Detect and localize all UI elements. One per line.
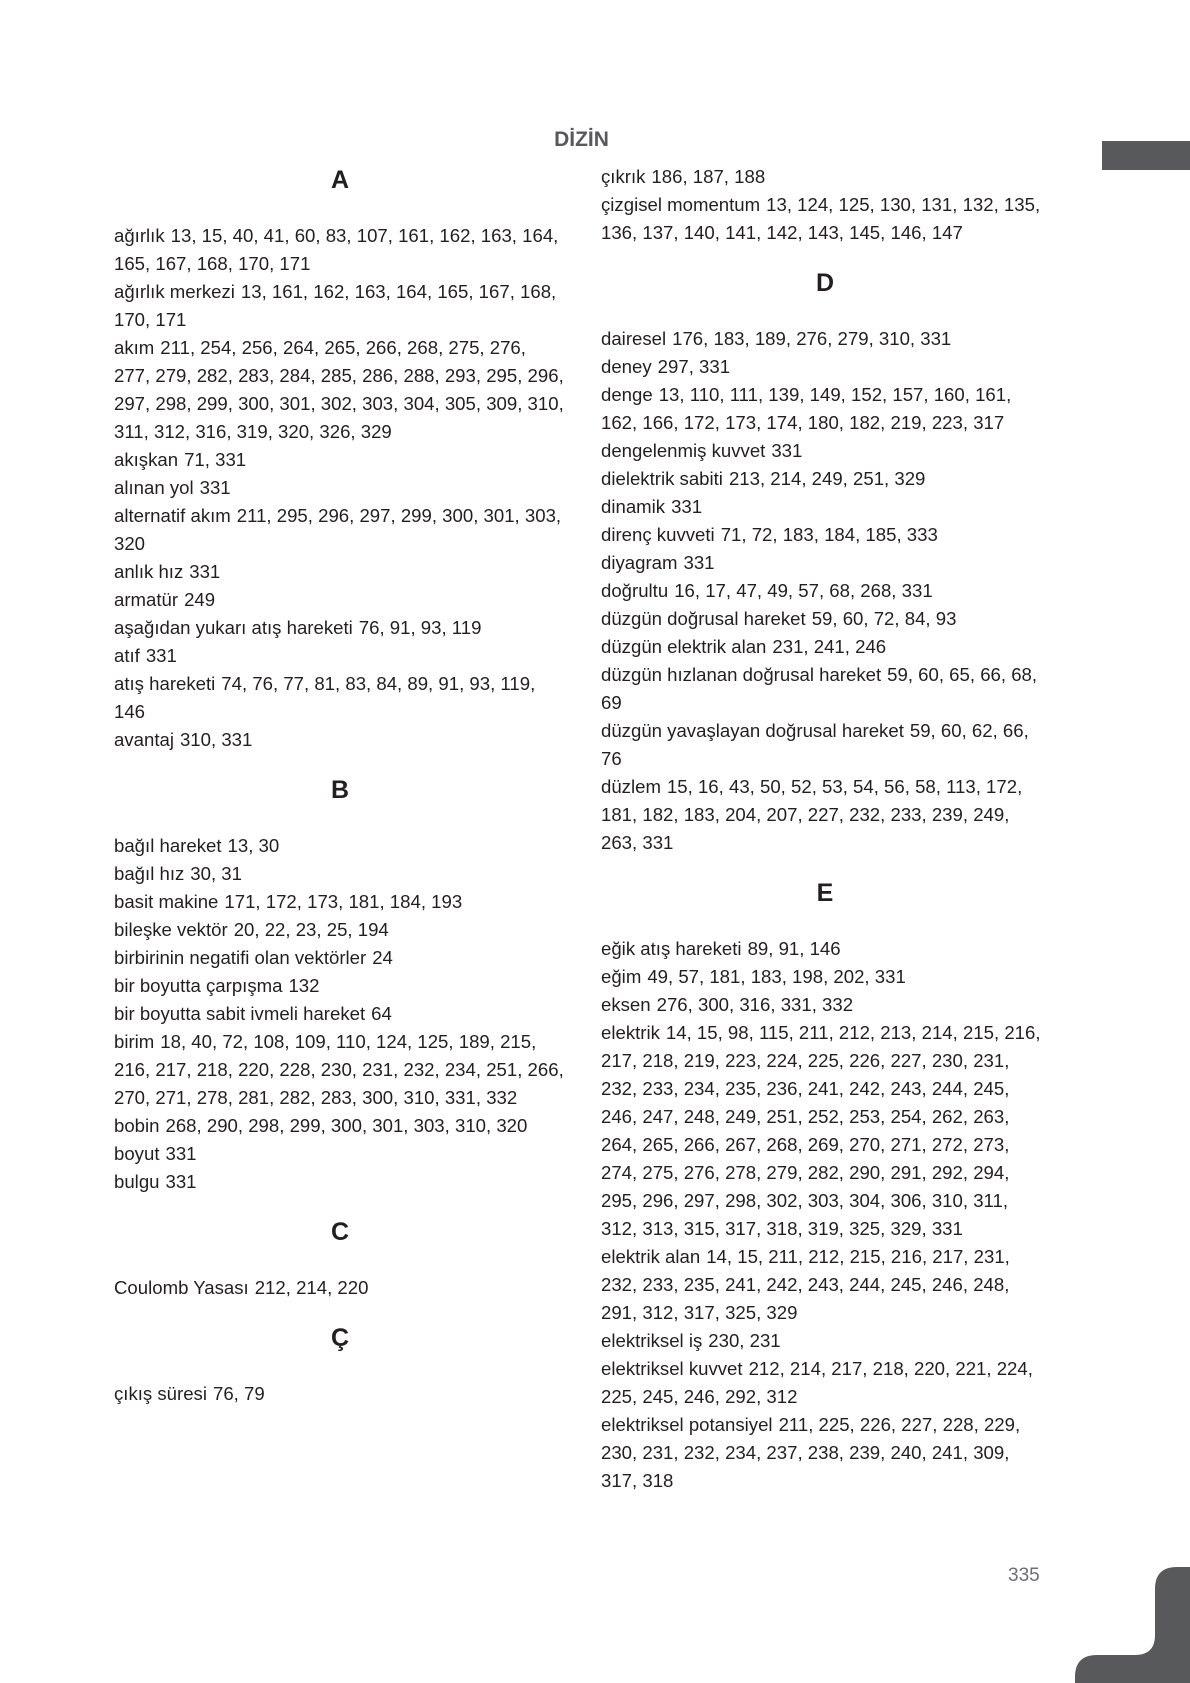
index-entry xyxy=(114,502,566,558)
index-term: bir boyutta sabit ivmeli hareket xyxy=(114,1003,366,1024)
index-entry xyxy=(601,935,1049,963)
index-entry xyxy=(114,1274,566,1302)
index-entry xyxy=(114,972,566,1000)
page-references: 71, 72, 183, 184, 185, 333 xyxy=(720,524,938,545)
page-references: 14, 15, 98, 115, 211, 212, 213, 214, 215, 216, 217, 218, 219, 223, 224, 225, 226, 227, 230, 231, 232, 233, 234, 235, 236, 241, 242, 243, 244, 245, 246, 247, 248, 249, 251, 252, 253, 254, 262, 263, 264, 265, 266, 267, 268, 269, 270, 271, 272, 273, 274, 275, 276, 278, 279, 282, 290, 291, 292, 294, 295, 296, 297, 298, 302, 303, 304, 306, 310, 311, 312, 313, 315, 317, 318, 319, 325, 329, 331 xyxy=(601,1022,1041,1239)
index-entry xyxy=(114,586,566,614)
page-references: 76, 91, 93, 119 xyxy=(358,617,482,638)
page-references: 331 xyxy=(189,561,221,582)
index-entry xyxy=(114,944,566,972)
chapter-tab-marker xyxy=(1102,141,1190,170)
letter-heading: E xyxy=(816,879,834,907)
page-references: 30, 31 xyxy=(190,863,242,884)
index-entry xyxy=(114,1168,566,1196)
page-references: 212, 214, 220 xyxy=(254,1277,369,1298)
index-term: elektriksel potansiyel xyxy=(601,1414,773,1435)
index-term: dielektrik sabiti xyxy=(601,468,723,489)
page-references: 59, 60, 62, 66, 76 xyxy=(601,720,1029,769)
index-column-right xyxy=(601,163,1049,1495)
index-term: elektriksel kuvvet xyxy=(601,1358,743,1379)
letter-heading: A xyxy=(330,166,350,194)
index-term: düzgün yavaşlayan doğrusal hareket xyxy=(601,720,904,741)
page-references: 59, 60, 72, 84, 93 xyxy=(811,608,957,629)
index-entry xyxy=(601,633,1049,661)
index-entry xyxy=(601,605,1049,633)
index-term: ağırlık merkezi xyxy=(114,281,235,302)
index-term: doğrultu xyxy=(601,580,669,601)
index-entry xyxy=(114,832,566,860)
index-term: anlık hız xyxy=(114,561,184,582)
index-term: bağıl hız xyxy=(114,863,185,884)
page-references: 49, 57, 181, 183, 198, 202, 331 xyxy=(647,966,906,987)
index-entry xyxy=(114,1028,566,1112)
index-term: akışkan xyxy=(114,449,179,470)
index-term: düzgün hızlanan doğrusal hareket xyxy=(601,664,882,685)
index-term: armatür xyxy=(114,589,179,610)
index-entry xyxy=(601,381,1049,437)
page-references: 64 xyxy=(371,1003,392,1024)
index-term: eğim xyxy=(601,966,642,987)
index-entry xyxy=(114,614,566,642)
index-entry xyxy=(114,1140,566,1168)
page-references: 331 xyxy=(199,477,231,498)
index-term: eksen xyxy=(601,994,651,1015)
letter-heading: Ç xyxy=(330,1324,350,1352)
letter-heading: B xyxy=(330,776,350,804)
index-term: bağıl hareket xyxy=(114,835,222,856)
page-references: 13, 15, 40, 41, 60, 83, 107, 161, 162, 163, 164, 165, 167, 168, 170, 171 xyxy=(114,225,559,274)
index-term: aşağıdan yukarı atış hareketi xyxy=(114,617,353,638)
page-references: 15, 16, 43, 50, 52, 53, 54, 56, 58, 113, 172, 181, 182, 183, 204, 207, 227, 232, 233, 239, 249, 263, 331 xyxy=(601,776,1023,853)
index-entry xyxy=(601,163,1049,191)
index-entry xyxy=(601,1411,1049,1495)
page-references: 268, 290, 298, 299, 300, 301, 303, 310, 320 xyxy=(165,1115,528,1136)
index-entry xyxy=(114,642,566,670)
page-references: 213, 214, 249, 251, 329 xyxy=(728,468,926,489)
page-references: 230, 231 xyxy=(708,1330,781,1351)
index-entry xyxy=(601,549,1049,577)
page-references: 276, 300, 316, 331, 332 xyxy=(656,994,854,1015)
page-references: 59, 60, 65, 66, 68, 69 xyxy=(601,664,1038,713)
index-entry xyxy=(601,191,1049,247)
index-entry xyxy=(114,474,566,502)
page-references: 331 xyxy=(145,645,177,666)
index-term: çıkış süresi xyxy=(114,1383,207,1404)
index-entry xyxy=(114,1380,566,1408)
index-entry xyxy=(601,661,1049,717)
index-term: basit makine xyxy=(114,891,219,912)
index-term: düzgün doğrusal hareket xyxy=(601,608,806,629)
page-references: 71, 331 xyxy=(184,449,247,470)
index-term: ağırlık xyxy=(114,225,165,246)
index-column-left xyxy=(114,143,566,1408)
index-term: bulgu xyxy=(114,1171,160,1192)
index-term: akım xyxy=(114,337,155,358)
page-references: 13, 124, 125, 130, 131, 132, 135, 136, 137, 140, 141, 142, 143, 145, 146, 147 xyxy=(601,194,1041,243)
page-references: 211, 254, 256, 264, 265, 266, 268, 275, 276, 277, 279, 282, 283, 284, 285, 286, 288, 293, 295, 296, 297, 298, 299, 300, 301, 302, 303, 304, 305, 309, 310, 311, 312, 316, 319, 320, 326, 329 xyxy=(114,337,564,442)
index-term: atış hareketi xyxy=(114,673,216,694)
index-entry xyxy=(601,577,1049,605)
page-references: 13, 110, 111, 139, 149, 152, 157, 160, 161, 162, 166, 172, 173, 174, 180, 182, 219, 223, 317 xyxy=(601,384,1012,433)
index-term: dengelenmiş kuvvet xyxy=(601,440,766,461)
page-references: 331 xyxy=(165,1171,197,1192)
index-entry xyxy=(114,726,566,754)
page-references: 89, 91, 146 xyxy=(747,938,841,959)
index-term: bobin xyxy=(114,1115,160,1136)
page-references: 171, 172, 173, 181, 184, 193 xyxy=(224,891,463,912)
index-entry xyxy=(114,1000,566,1028)
index-term: düzlem xyxy=(601,776,661,797)
page-corner-decoration xyxy=(1075,1567,1190,1683)
page-references: 331 xyxy=(683,552,715,573)
page-references: 331 xyxy=(165,1143,197,1164)
index-entry xyxy=(114,888,566,916)
index-entry xyxy=(114,860,566,888)
page-references: 13, 161, 162, 163, 164, 165, 167, 168, 170, 171 xyxy=(114,281,557,330)
index-entry xyxy=(601,717,1049,773)
page-references: 211, 295, 296, 297, 299, 300, 301, 303, 320 xyxy=(114,505,562,554)
page-references: 20, 22, 23, 25, 194 xyxy=(233,919,389,940)
page-references: 16, 17, 47, 49, 57, 68, 268, 331 xyxy=(674,580,933,601)
index-entry xyxy=(114,278,566,334)
index-entry xyxy=(114,558,566,586)
index-entry xyxy=(601,991,1049,1019)
index-term: deney xyxy=(601,356,652,377)
index-term: direnç kuvveti xyxy=(601,524,715,545)
index-entry xyxy=(114,446,566,474)
index-term: düzgün elektrik alan xyxy=(601,636,767,657)
letter-heading: D xyxy=(815,269,835,297)
index-term: elektrik xyxy=(601,1022,660,1043)
page-references: 310, 331 xyxy=(179,729,253,750)
page-references: 18, 40, 72, 108, 109, 110, 124, 125, 189, 215, 216, 217, 218, 220, 228, 230, 231, 232, 234, 251, 266, 270, 271, 278, 281, 282, 283, 300, 310, 331, 332 xyxy=(114,1031,564,1108)
page-references: 297, 331 xyxy=(657,356,731,377)
page-references: 76, 79 xyxy=(213,1383,265,1404)
page-references: 331 xyxy=(671,496,703,517)
index-entry xyxy=(114,334,566,446)
index-term: eğik atış hareketi xyxy=(601,938,742,959)
page-references: 13, 30 xyxy=(227,835,280,856)
index-title: DİZİN xyxy=(554,128,609,151)
index-term: denge xyxy=(601,384,653,405)
index-term: dinamik xyxy=(601,496,666,517)
index-entry xyxy=(601,493,1049,521)
index-entry xyxy=(601,325,1049,353)
letter-heading: C xyxy=(330,1218,350,1246)
page-references: 132 xyxy=(288,975,320,996)
index-entry xyxy=(114,916,566,944)
page-references: 186, 187, 188 xyxy=(651,166,766,187)
index-entry xyxy=(114,222,566,278)
page-references: 331 xyxy=(771,440,803,461)
index-term: avantaj xyxy=(114,729,174,750)
page-references: 212, 214, 217, 218, 220, 221, 224, 225, 245, 246, 292, 312 xyxy=(601,1358,1033,1407)
page-references: 14, 15, 211, 212, 215, 216, 217, 231, 232, 233, 235, 241, 242, 243, 244, 245, 246, 248, 291, 312, 317, 325, 329 xyxy=(601,1246,1010,1323)
index-entry xyxy=(601,465,1049,493)
index-entry xyxy=(601,437,1049,465)
page-references: 231, 241, 246 xyxy=(772,636,887,657)
index-term: birbirinin negatifi olan vektörler xyxy=(114,947,367,968)
index-term: çıkrık xyxy=(601,166,646,187)
index-entry xyxy=(601,1019,1049,1243)
index-term: alınan yol xyxy=(114,477,194,498)
index-term: birim xyxy=(114,1031,155,1052)
page-number: 335 xyxy=(1008,1565,1040,1586)
index-entry xyxy=(601,1355,1049,1411)
index-term: bir boyutta çarpışma xyxy=(114,975,283,996)
page-references: 24 xyxy=(372,947,393,968)
index-term: dairesel xyxy=(601,328,667,349)
index-entry xyxy=(601,353,1049,381)
index-entry xyxy=(601,773,1049,857)
index-entry xyxy=(601,1243,1049,1327)
index-entry xyxy=(114,1112,566,1140)
page-references: 211, 225, 226, 227, 228, 229, 230, 231, 232, 234, 237, 238, 239, 240, 241, 309, 317, 318 xyxy=(601,1414,1021,1491)
page-references: 74, 76, 77, 81, 83, 84, 89, 91, 93, 119, 146 xyxy=(114,673,536,722)
index-entry xyxy=(601,1327,1049,1355)
index-term: diyagram xyxy=(601,552,678,573)
index-term: alternatif akım xyxy=(114,505,231,526)
index-term: elektriksel iş xyxy=(601,1330,703,1351)
page-references: 176, 183, 189, 276, 279, 310, 331 xyxy=(672,328,952,349)
index-entry xyxy=(601,521,1049,549)
index-term: boyut xyxy=(114,1143,160,1164)
index-entry xyxy=(601,963,1049,991)
page-references: 249 xyxy=(184,589,216,610)
index-term: Coulomb Yasası xyxy=(114,1277,249,1298)
index-term: çizgisel momentum xyxy=(601,194,761,215)
index-term: atıf xyxy=(114,645,140,666)
index-entry xyxy=(114,670,566,726)
index-term: elektrik alan xyxy=(601,1246,701,1267)
index-term: bileşke vektör xyxy=(114,919,228,940)
